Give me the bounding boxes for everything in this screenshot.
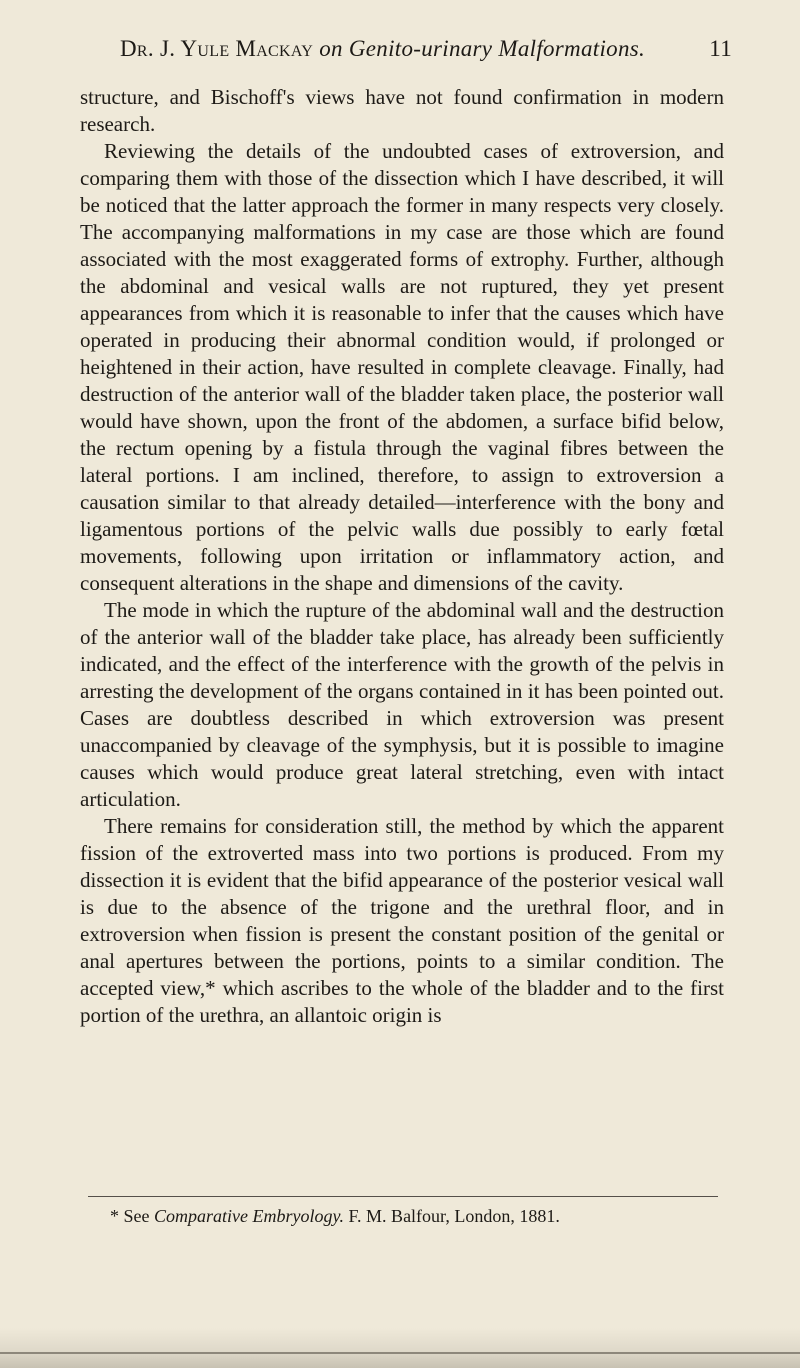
paragraph: The mode in which the rupture of the abdominal wall and the destruction of the anterior wall of the bladder take place, has already been sufficiently indicated, and the effect of the interference with the growth of the pelvis in arresting the development of the organs contained in it has been pointed out. Cases are doubtless described in which extroversion was present unaccompanied by cleavage of the symphysis, but it is possible to imagine causes which would produce great lateral stretching, even with intact articulation. (80, 598, 724, 811)
paragraph: structure, and Bischoff's views have not found confirmation in modern research. (80, 85, 724, 136)
footnote-title: Comparative Embryology. (154, 1206, 344, 1226)
header-title: Genito-urinary Malformations. (348, 36, 646, 61)
page-edge-shadow (0, 1328, 800, 1368)
paragraph: Reviewing the details of the undoubted cases of extroversion, and comparing them with those of the dissection which I have described, it will be noticed that the latter approach the former in many respects very closely. The accompanying malformations in my case are those which are found associated with the most exaggerated forms of extrophy. Further, although the abdominal and vesical walls are not ruptured, they yet present appearances from which it is reasonable to infer that the causes which have operated in producing their abnormal condition would, if prolonged or heightened in their action, have resulted in complete cleavage. Finally, had destruction of the anterior wall of the bladder taken place, the posterior wall would have shown, upon the front of the abdomen, a surface bifid below, the rectum opening by a fistula through the vaginal fibres between the lateral portions. I am inclined, therefore, to assign to extroversion a causation similar to that already detailed—interference with the bony and ligamentous portions of the pelvic walls due possibly to early fœtal movements, following upon irritation or inflammatory action, and consequent alterations in the shape and dimensions of the cavity. (80, 139, 724, 595)
footnote-marker: * See (110, 1206, 150, 1226)
footnote-rule (88, 1196, 718, 1197)
footnote-citation: F. M. Balfour, London, 1881. (348, 1206, 560, 1226)
page-edge-line (0, 1352, 800, 1354)
header-on: on (319, 36, 343, 61)
paragraph: There remains for consideration still, the method by which the apparent fission of the extroverted mass into two portions is produced. From my dissection it is evident that the bifid appearance of the posterior vesical wall is due to the absence of the trigone and the urethral floor, and in extroversion when fission is present the constant position of the genital or anal apertures between the portions, points to a similar condition. The accepted view,* which ascribes to the whole of the bladder and to the first portion of the urethra, an allantoic origin is (80, 814, 724, 1027)
page-number: 11 (709, 36, 732, 61)
header-author: Dr. J. Yule Mackay (120, 36, 314, 61)
footnote (110, 1204, 710, 1228)
body-text (80, 84, 724, 1029)
running-header (120, 36, 732, 62)
